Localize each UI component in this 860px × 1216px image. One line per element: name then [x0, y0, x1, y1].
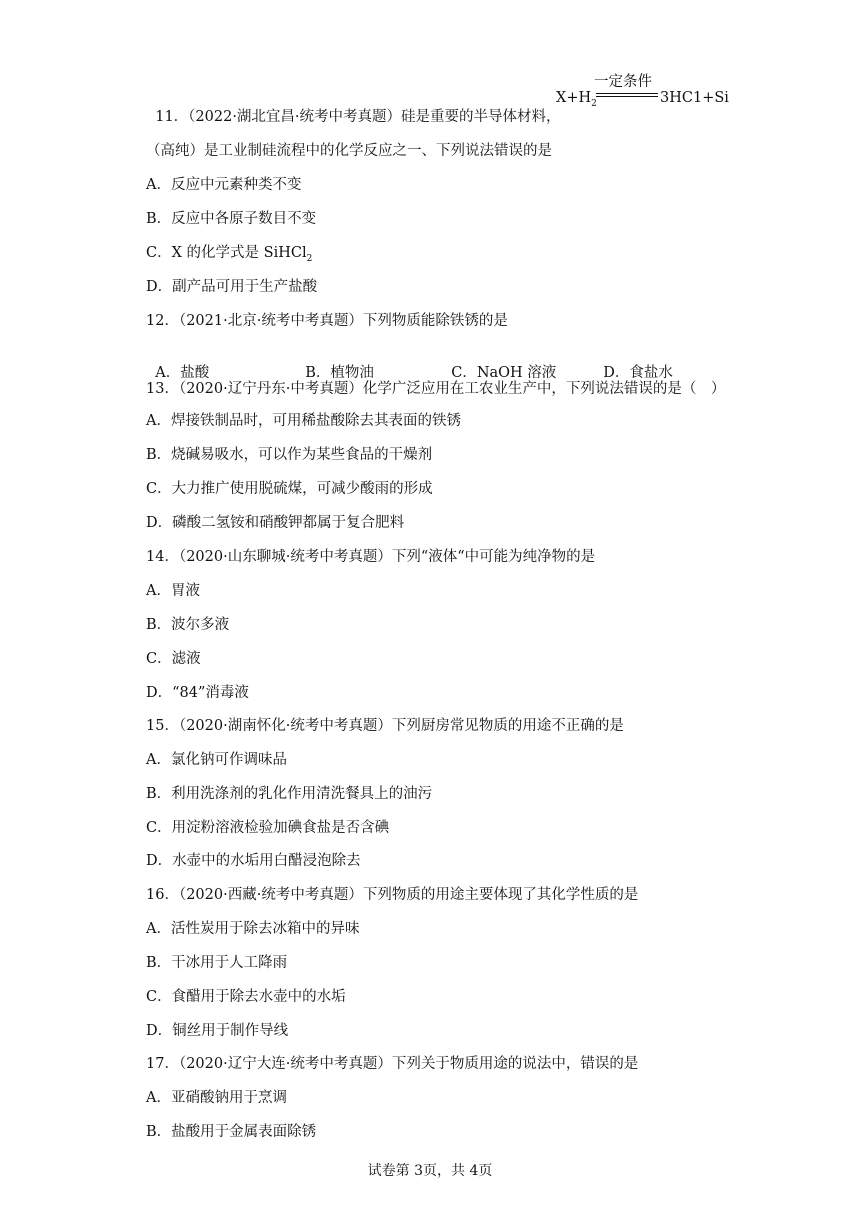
q12-option-b: B．植物油 [305, 365, 374, 381]
q17-stem: 17．（2020·辽宁大连·统考中考真题）下列关于物质用途的说法中，错误的是 [146, 1056, 639, 1072]
q13-option-d: D．磷酸二氢铵和硝酸钾都属于复合肥料 [146, 515, 405, 531]
q11-option-d: D．副产品可用于生产盐酸 [146, 279, 318, 295]
q13-option-b: B．烧碱易吸水，可以作为某些食品的干燥剂 [146, 447, 433, 463]
q15-option-d: D．水壶中的水垢用白醋浸泡除去 [146, 853, 361, 869]
q14-stem: 14．（2020·山东聊城·统考中考真题）下列“液体“中可能为纯净物的是 [146, 549, 596, 565]
q11-equation [556, 68, 729, 109]
q12-options [146, 346, 673, 382]
q11-stem-text: 11．（2022·湖北宜昌·统考中考真题）硅是重要的半导体材料， [155, 109, 561, 125]
q17-option-a: A．亚硝酸钠用于烹调 [146, 1090, 287, 1106]
equation-equals-bar [596, 93, 658, 94]
q16-stem: 16．（2020·西藏·统考中考真题）下列物质的用途主要体现了其化学性质的是 [146, 887, 639, 903]
q17-option-b: B．盐酸用于金属表面除锈 [146, 1124, 317, 1140]
q15-option-b: B．利用洗涤剂的乳化作用清洗餐具上的油污 [146, 786, 433, 802]
q13-stem: 13．（2020·辽宁丹东·中考真题）化学广泛应用在工农业生产中，下列说法错误的是（ ） [146, 381, 726, 397]
q14-option-a: A．胃液 [146, 583, 200, 599]
q14-option-d: D．“84”消毒液 [146, 685, 249, 701]
q13-option-a: A．焊接铁制品时，可用稀盐酸除去其表面的铁锈 [146, 413, 461, 429]
equation-condition: 一定条件 [594, 74, 652, 90]
q12-option-a: A．盐酸 [155, 365, 210, 381]
q14-option-c: C．滤液 [146, 651, 201, 667]
q11-option-c: C．X 的化学式是 SiHCl$_2$ [146, 245, 313, 264]
q16-option-c: C．食醋用于除去水壶中的水垢 [146, 989, 346, 1005]
q16-option-d: D．铜丝用于制作导线 [146, 1023, 289, 1039]
q12-option-d: D．食盐水 [603, 365, 673, 381]
equation-equals-bar [596, 96, 658, 97]
q11-option-b: B．反应中各原子数目不变 [146, 211, 317, 227]
q12-option-c: C．NaOH 溶液 [451, 365, 557, 381]
equation-rhs: 3HC1+Si [660, 90, 729, 106]
q15-stem: 15．（2020·湖南怀化·统考中考真题）下列厨房常见物质的用途不正确的是 [146, 718, 624, 734]
q15-option-c: C．用淀粉溶液检验加碘食盐是否含碘 [146, 820, 390, 836]
equation-lhs: $X+H_2$ [556, 90, 597, 109]
q11-stem-line2: （高纯）是工业制硅流程中的化学反应之一、下列说法错误的是 [146, 143, 552, 159]
q16-option-a: A．活性炭用于除去冰箱中的异味 [146, 921, 360, 937]
q11-stem-line1 [146, 90, 561, 126]
q11-option-a: A．反应中元素种类不变 [146, 177, 302, 193]
q13-option-c: C．大力推广使用脱硫煤，可减少酸雨的形成 [146, 481, 433, 497]
page-footer: 试卷第 3页，共 4页 [367, 1163, 493, 1179]
q12-stem: 12．（2021·北京·统考中考真题）下列物质能除铁锈的是 [146, 313, 508, 329]
q15-option-a: A．氯化钠可作调味品 [146, 752, 287, 768]
q16-option-b: B．干冰用于人工降雨 [146, 955, 288, 971]
q14-option-b: B．波尔多液 [146, 617, 230, 633]
